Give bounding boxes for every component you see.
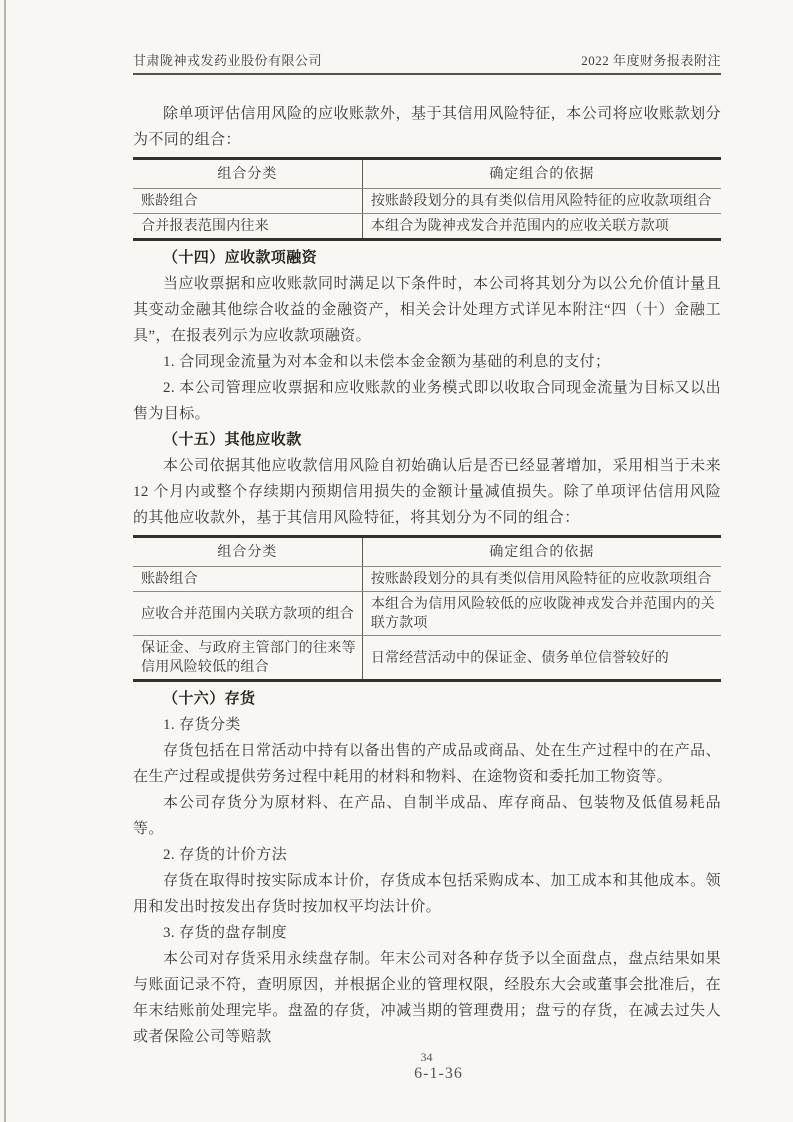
section-16-subheading-3: 3. 存货的盘存制度: [163, 925, 288, 941]
other-receivables-portfolio-table: [133, 535, 721, 682]
page-content: [133, 50, 721, 1050]
section-16-paragraph-3: 存货在取得时按实际成本计价，存货成本包括采购成本、加工成本和其他成本。领用和发出时按发出存货时按加权平均法计价。: [133, 873, 721, 915]
page-header: [133, 50, 721, 75]
table-row: [133, 214, 721, 240]
page-footer: [42, 1050, 793, 1083]
table2-row3-category: 保证金、与政府主管部门的往来等信用风险较低的组合: [141, 641, 356, 675]
table1-row1-category: 账龄组合: [133, 189, 362, 214]
table-row: [133, 636, 721, 681]
table-row: [133, 592, 721, 636]
table2-row2-category: 应收合并范围内关联方款项的组合: [133, 592, 362, 636]
table1-header-basis: 确定组合的依据: [362, 159, 721, 189]
footer-page-number: 34: [420, 1050, 433, 1064]
table2-row3-basis: 日常经营活动中的保证金、债务单位信誉较好的: [362, 636, 721, 681]
section-16-paragraph-2: 本公司存货分为原材料、在产品、自制半成品、库存商品、包装物及低值易耗品等。: [133, 795, 721, 837]
header-doc-title: 2022 年度财务报表附注: [581, 53, 721, 68]
section-14-title: （十四）应收款项融资: [163, 250, 318, 266]
table1-header-category: 组合分类: [133, 159, 362, 189]
section-14-paragraph: 当应收票据和应收账款同时满足以下条件时，本公司将其划分为以公允价值计量且其变动金融其他综合收益的金融资产，相关会计处理方式详见本附注“四（十）金融工具”，在报表列示为应收款项融资。: [133, 276, 721, 344]
receivables-portfolio-table: [133, 157, 721, 241]
table-header-row: [133, 537, 721, 567]
section-16-subheading-2: 2. 存货的计价方法: [163, 847, 288, 863]
section-14-item-1: 1. 合同现金流量为对本金和以未偿本金金额为基础的利息的支付；: [163, 354, 611, 370]
section-15-title: （十五）其他应收款: [163, 432, 302, 448]
intro-paragraph: 除单项评估信用风险的应收账款外，基于其信用风险特征，本公司将应收账款划分为不同的组合：: [133, 106, 721, 148]
section-14-item-2: 2. 本公司管理应收票据和应收账款的业务模式即以收取合同现金流量为目标又以出售为目标。: [133, 380, 721, 422]
section-16-paragraph-4: 本公司对存货采用永续盘存制。年末公司对各种存货予以全面盘点，盘点结果如果与账面记录不符，查明原因，并根据企业的管理权限，经股东大会或董事会批准后，在年末结账前处理完毕。盘盈的存货，冲减当期的管理费用；盘亏的存货，在减去过失人或者保险公司等赔款: [133, 951, 721, 1045]
table-row: [133, 567, 721, 592]
table2-header-basis: 确定组合的依据: [362, 537, 721, 567]
section-15-paragraph: 本公司依据其他应收款信用风险自初始确认后是否已经显著增加，采用相当于未来 12 个月内或整个存续期内预期信用损失的金额计量减值损失。除了单项评估信用风险的其他应收款外，基于其信用风险特征，将其划分为不同的组合：: [133, 458, 721, 526]
section-16-subheading-1: 1. 存货分类: [163, 717, 241, 733]
table-header-row: [133, 159, 721, 189]
header-company-name: 甘肃陇神戎发药业股份有限公司: [133, 53, 323, 68]
scan-edge-line: [4, 0, 6, 1122]
table1-row1-basis: 按账龄段划分的具有类似信用风险特征的应收款项组合: [362, 189, 721, 214]
table2-row1-category: 账龄组合: [133, 567, 362, 592]
table2-header-category: 组合分类: [133, 537, 362, 567]
footer-doc-code: 6-1-36: [414, 1065, 463, 1082]
table2-row1-basis: 按账龄段划分的具有类似信用风险特征的应收款项组合: [362, 567, 721, 592]
section-16-title: （十六）存货: [163, 691, 256, 707]
table1-row2-basis: 本组合为陇神戎发合并范围内的应收关联方款项: [362, 214, 721, 240]
section-16-paragraph-1: 存货包括在日常活动中持有以备出售的产成品或商品、处在生产过程中的在产品、在生产过程或提供劳务过程中耗用的材料和物料、在途物资和委托加工物资等。: [133, 743, 721, 785]
table2-row2-basis: 本组合为信用风险较低的应收陇神戎发合并范围内的关联方款项: [362, 592, 721, 636]
table-row: [133, 189, 721, 214]
table1-row2-category: 合并报表范围内往来: [141, 219, 269, 234]
